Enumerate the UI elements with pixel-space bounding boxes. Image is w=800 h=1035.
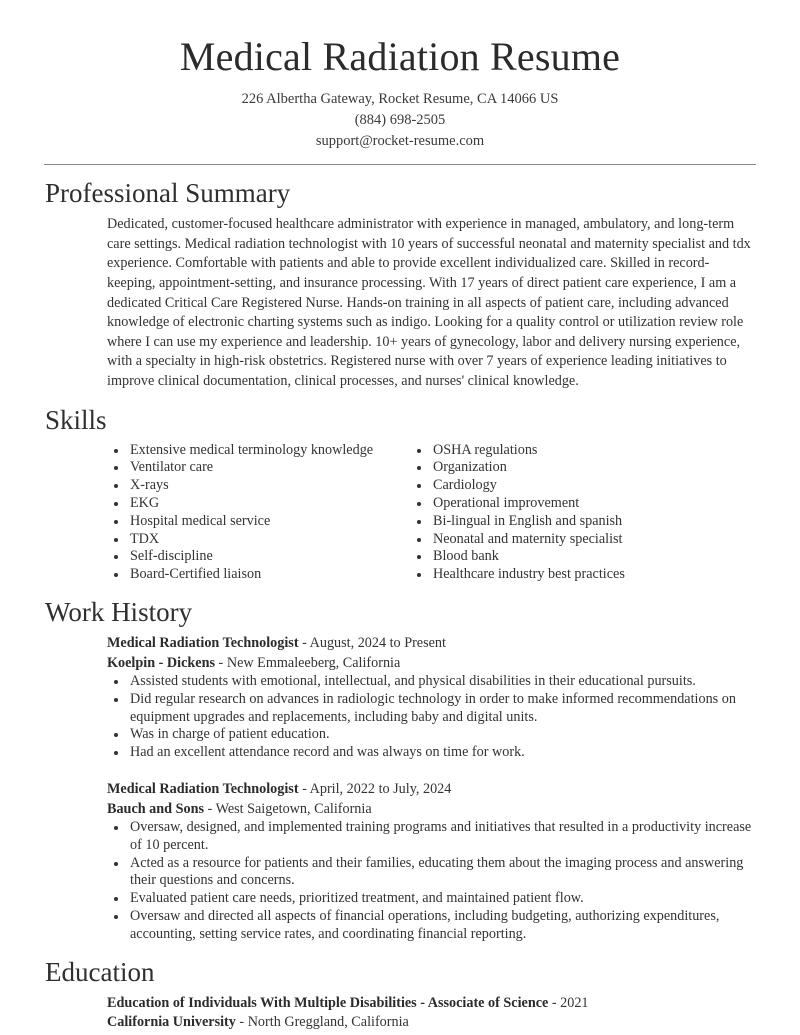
list-item: • OSHA regulations	[431, 442, 756, 460]
section-professional-summary	[44, 178, 756, 391]
separator: -	[215, 654, 227, 671]
skills-column-left	[44, 442, 400, 584]
list-item: • Assisted students with emotional, intellectual, and physical disabilities in their educational pursuits.	[128, 673, 756, 691]
section-education	[44, 957, 756, 1033]
list-item: • Board-Certified liaison	[128, 566, 400, 584]
section-work-history	[44, 597, 756, 944]
list-item: • Did regular research on advances in radiologic technology in order to make informed recommendations on equipment upgrades and replacements, including baby and digital units.	[128, 691, 756, 727]
skills-list-left	[107, 442, 400, 584]
list-item: • Acted as a resource for patients and their families, educating them about the imaging process and answering their questions and concerns.	[128, 855, 756, 891]
job-title: Medical Radiation Technologist	[107, 635, 299, 652]
summary-body	[44, 215, 756, 391]
separator: -	[298, 635, 310, 652]
list-item: • Was in charge of patient education.	[128, 726, 756, 744]
section-skills	[44, 405, 756, 584]
list-item: • EKG	[128, 495, 400, 513]
separator: -	[235, 1014, 248, 1031]
education-year: 2021	[560, 994, 589, 1011]
list-item: • Oversaw, designed, and implemented training programs and initiatives that resulted in a productivity increase of 10 percent.	[128, 819, 756, 855]
list-item: • Had an excellent attendance record and was always on time for work.	[128, 744, 756, 762]
education-school-line	[107, 1013, 756, 1033]
job-dates: April, 2022 to July, 2024	[309, 781, 452, 798]
list-item: • Evaluated patient care needs, prioritized treatment, and maintained patient flow.	[128, 890, 756, 908]
section-heading-summary: Professional Summary	[45, 178, 291, 209]
list-item: • Organization	[431, 459, 756, 477]
list-item: • Hospital medical service	[128, 513, 400, 531]
list-item: • Oversaw and directed all aspects of financial operations, including budgeting, authorizing expenditures, accounting, setting service rates, and coordinating financial reporting.	[128, 908, 756, 944]
list-item: • Healthcare industry best practices	[431, 566, 756, 584]
list-item: • Neonatal and maternity specialist	[431, 531, 756, 549]
job-company: Bauch and Sons	[107, 800, 204, 817]
job-bullet-list	[107, 819, 756, 944]
job-company-line	[107, 654, 756, 674]
education-program-line	[107, 994, 756, 1014]
list-item: • Self-discipline	[128, 548, 400, 566]
header-divider	[44, 164, 756, 165]
summary-text: Dedicated, customer-focused healthcare administrator with experience in managed, ambulatory, and long-term care settings. Medical radiation technologist with 10 years of successful neonatal and maternity specialist and tdx experience. Comfortable with patients and able to provide excellent individualized care. Skilled in record-keeping, appointment-setting, and insurance processing. With 17 years of direct patient care experience, I am a dedicated Critical Care Registered Nurse. Hands-on training in all aspects of patient care, including advanced knowledge of electronic charting systems such as indigo. Looking for a quality control or utilization review role where I can use my experience and leadership. 10+ years of gynecology, labor and delivery nursing experience, with a specialty in high-risk obstetrics. Registered nurse with over 7 years of experience leading initiatives to improve clinical documentation, clinical processes, and nurses' clinical knowledge.	[107, 216, 751, 389]
education-entry	[107, 994, 756, 1033]
job-company: Koelpin - Dickens	[107, 654, 215, 671]
contact-phone: (884) 698-2505	[354, 112, 446, 129]
job-entry	[107, 634, 756, 762]
education-location: North Greggland, California	[247, 1014, 409, 1031]
separator: -	[548, 994, 561, 1011]
skills-list-right	[410, 442, 756, 584]
job-title-line	[107, 780, 756, 800]
separator: -	[298, 781, 310, 798]
skills-columns	[44, 442, 756, 584]
list-item: • Ventilator care	[128, 459, 400, 477]
page-title: Medical Radiation Resume	[179, 34, 621, 79]
section-heading-work-history: Work History	[45, 597, 193, 627]
skills-column-right	[400, 442, 756, 584]
job-location: New Emmaleeberg, California	[226, 654, 401, 671]
job-title: Medical Radiation Technologist	[107, 781, 299, 798]
job-dates: August, 2024 to Present	[309, 635, 446, 652]
section-heading-education: Education	[45, 956, 155, 987]
list-item: • Cardiology	[431, 477, 756, 495]
education-school: California University	[107, 1014, 236, 1031]
contact-info	[44, 89, 756, 152]
job-company-line	[107, 800, 756, 820]
contact-email: support@rocket-resume.com	[315, 133, 485, 150]
list-item: • Extensive medical terminology knowledge	[128, 442, 400, 460]
list-item: • Operational improvement	[431, 495, 756, 513]
job-title-line	[107, 634, 756, 654]
education-body	[44, 994, 756, 1033]
job-list	[107, 634, 756, 944]
section-heading-skills: Skills	[45, 404, 107, 435]
list-item: • Blood bank	[431, 548, 756, 566]
job-location: West Saigetown, California	[215, 800, 372, 817]
list-item: • X-rays	[128, 477, 400, 495]
work-history-body	[44, 634, 756, 944]
list-item: • Bi-lingual in English and spanish	[431, 513, 756, 531]
job-entry	[107, 780, 756, 944]
separator: -	[204, 800, 216, 817]
list-item: • TDX	[128, 531, 400, 549]
education-list	[107, 994, 756, 1033]
education-program: Education of Individuals With Multiple Disabilities - Associate of Science	[107, 994, 549, 1011]
job-bullet-list	[107, 673, 756, 762]
contact-address: 226 Albertha Gateway, Rocket Resume, CA 14066 US	[241, 91, 559, 108]
